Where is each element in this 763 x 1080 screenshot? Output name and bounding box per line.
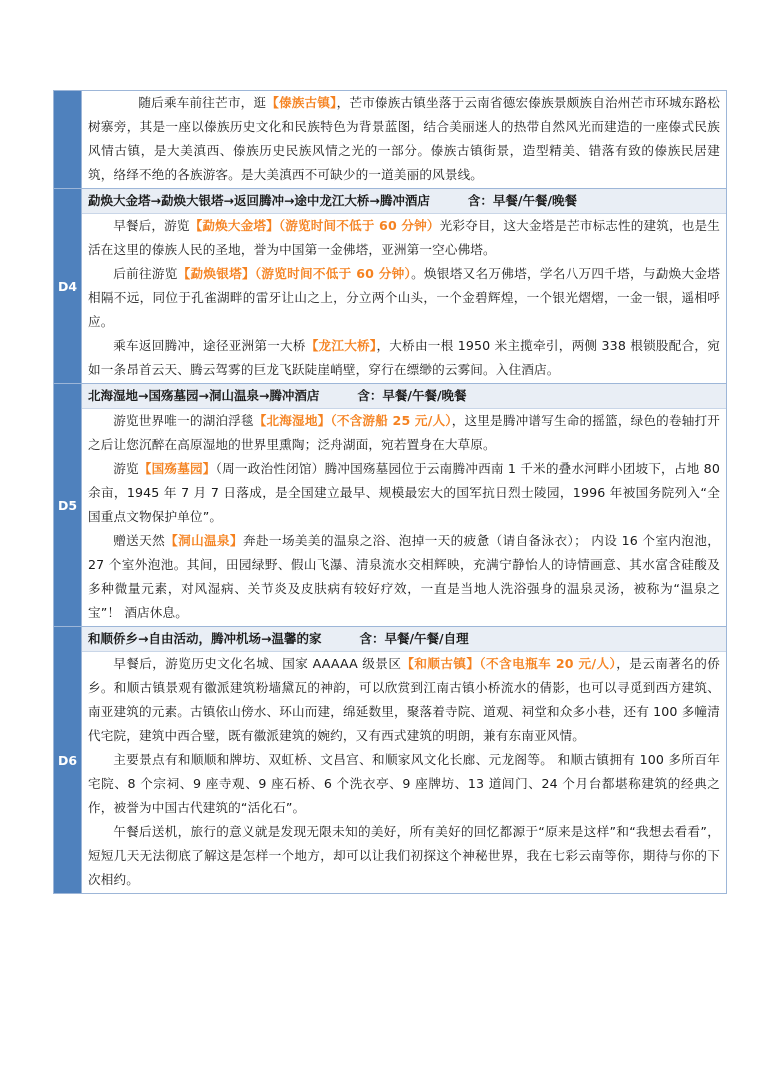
paragraph-text: 赠送天然 [113,533,166,548]
day-label: D5 [54,384,82,626]
day-header [82,189,726,214]
day-label: D4 [54,189,82,383]
day-row [54,90,726,188]
paragraph-text: 游览 [113,461,139,476]
route-title: 和顺侨乡→自由活动，腾冲机场→温馨的家 [88,631,322,646]
day-content [82,91,726,188]
route-title: 北海湿地→国殇墓园→洞山温泉→腾冲酒店 [88,388,320,403]
paragraph-text: 游览世界唯一的湖泊浮毯 [113,413,254,428]
day-header [82,384,726,409]
attraction-highlight: 【龙江大桥】 [305,338,377,353]
itinerary-table [53,90,727,894]
attraction-highlight: 【傣族古镇】 [266,95,337,110]
day-row [54,188,726,383]
description-paragraph [82,262,726,334]
attraction-highlight: 【和顺古镇】（不含电瓶车 20 元/人） [401,656,617,671]
day-label [54,91,82,188]
attraction-highlight: 【北海湿地】（不含游船 25 元/人） [253,413,452,428]
description-paragraph [82,748,726,820]
paragraph-text: （周一政治性闭馆）腾冲国殇墓园位于云南腾冲西南 1 千米的叠水河畔小团坡下，占地 80 余亩，1945 年 7 月 7 日落成，是全国建立最早、规模最宏大的国军抗日烈士陵园，1996 年被国务院列入“全国重点文物保护单位”。 [88,461,720,524]
route-title: 勐焕大金塔→勐焕大银塔→返回腾冲→途中龙江大桥→腾冲酒店 [88,193,430,208]
description-paragraph [82,457,726,529]
paragraph-text: ，芒市傣族古镇坐落于云南省德宏傣族景颇族自治州芒市环城东路松树寨旁，其是一座以傣族历史文化和民族特色为背景蓝图，结合美丽迷人的热带自然风光而建造的一座傣式民族风情古镇，是大美滇西、傣族历史民族风情之光的一部分。傣族古镇街景，造型精美、错落有致的傣族民居建筑，络绎不绝的各族游客。是大美滇西不可缺少的一道美丽的风景线。 [88,95,720,182]
paragraph-text: 后前往游览 [113,266,178,281]
description-paragraph [82,334,726,382]
day-header [82,627,726,652]
description-paragraph [82,91,726,187]
description-paragraph [82,820,726,892]
paragraph-text: 午餐后送机，旅行的意义就是发现无限未知的美好，所有美好的回忆都源于“原来是这样”和“我想去看看”，短短几天无法彻底了解这是怎样一个地方，却可以让我们初探这个神秘世界，我在七彩云南等你，期待与你的下次相约。 [88,824,720,887]
description-paragraph [82,409,726,457]
paragraph-text: ，大桥由一根 1950 米主揽牵引，两侧 338 根锁股配合，宛如一条昂首云天、腾云驾雾的巨龙飞跃陡崖峭壁，穿行在缥缈的云雾间。入住酒店。 [88,338,720,377]
day-content [82,384,726,626]
paragraph-text: ，这里是腾冲谱写生命的摇篮，绿色的卷轴打开之后让您沉醉在高原湿地的世界里熏陶；泛舟湖面，宛若置身在大草原。 [88,413,720,452]
description-paragraph [82,529,726,625]
meals-included: 含：早餐/午餐/自理 [359,631,469,646]
paragraph-text: ，是云南著名的侨乡。和顺古镇景观有徽派建筑粉墙黛瓦的神韵，可以欣赏到江南古镇小桥流水的倩影，也可以寻觅到西方建筑、南亚建筑的元素。古镇依山傍水、环山而建，绵延数里，聚落着寺院、道观、祠堂和众多小巷，还有 100 多幢清代宅院，建筑中西合璧，既有徽派建筑的婉约，又有西式建筑的明朗，兼有东南亚风情。 [88,656,720,743]
meals-included: 含：早餐/午餐/晚餐 [357,388,467,403]
meals-included: 含：早餐/午餐/晚餐 [467,193,578,208]
day-row [54,383,726,626]
attraction-highlight: 【勐焕大金塔】（游览时间不低于 60 分钟） [189,218,440,233]
day-content [82,189,726,383]
description-paragraph [82,214,726,262]
day-content [82,627,726,893]
paragraph-text: 随后乘车前往芒市，逛 [138,95,267,110]
day-label: D6 [54,627,82,893]
paragraph-text: 乘车返回腾冲，途径亚洲第一大桥 [113,338,306,353]
description-paragraph [82,652,726,748]
paragraph-text: 。焕银塔又名万佛塔，学名八万四千塔，与勐焕大金塔相隔不远，同位于孔雀湖畔的雷牙让山之上，分立两个山头，一个金碧辉煌，一个银光熠熠，一金一银，遥相呼应。 [88,266,720,329]
attraction-highlight: 【国殇墓园】 [138,461,216,476]
attraction-highlight: 【勐焕银塔】（游览时间不低于 60 分钟） [177,266,412,281]
paragraph-text: 早餐后，游览 [113,218,190,233]
day-row [54,626,726,893]
paragraph-text: 光彩夺目，这大金塔是芒市标志性的建筑，也是生活在这里的傣族人民的圣地，誉为中国第一金佛塔，亚洲第一空心佛塔。 [88,218,721,257]
paragraph-text: 早餐后，游览历史文化名城、国家 AAAAA 级景区 [113,656,402,671]
paragraph-text: 奔赴一场美美的温泉之浴、泡掉一天的疲惫（请自备泳衣）； 内设 16 个室内泡池，27 个室外泡池。其间，田园绿野、假山飞瀑、清泉流水交相辉映，充满宁静怡人的诗情画意、其水富含硅酸及多种微量元素，对风湿病、关节炎及皮肤病有较好疗效，一直是当地人洗浴强身的温泉灵汤，被称为“温泉之宝”！ 酒店休息。 [88,533,721,620]
attraction-highlight: 【洞山温泉】 [165,533,243,548]
paragraph-text: 主要景点有和顺顺和牌坊、双虹桥、文昌宫、和顺家风文化长廊、元龙阁等。 和顺古镇拥有 100 多所百年宅院、8 个宗祠、9 座寺观、9 座石桥、6 个洗衣亭、9 座牌坊、13 道闾门、24 个月台都堪称建筑的经典之作，被誉为中国古代建筑的“活化石”。 [88,752,720,815]
